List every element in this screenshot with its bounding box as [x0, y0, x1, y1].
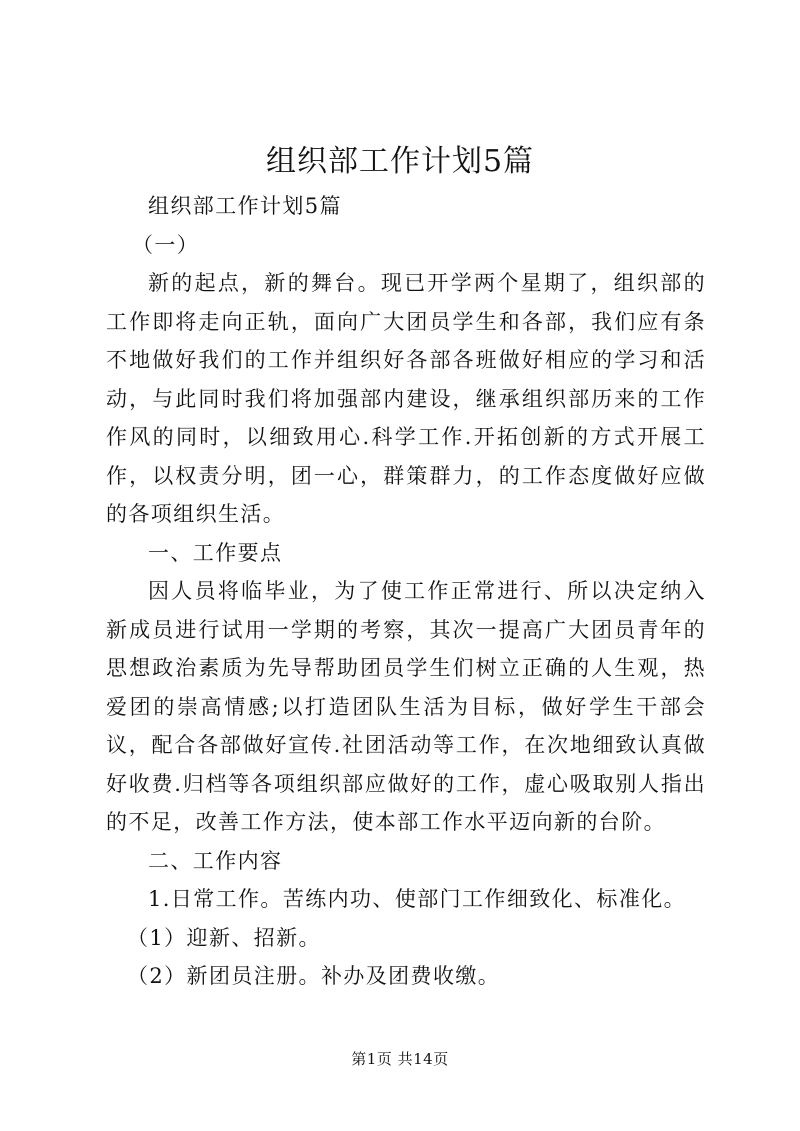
- document-body: [106, 187, 706, 996]
- body-paragraph: 新的起点，新的舞台。现已开学两个星期了，组织部的工作即将走向正轨，面向广大团员学生和各部，我们应有条不地做好我们的工作并组织好各部各班做好相应的学习和活动，与此同时我们将加强部内建设，继承组织部历来的工作作风的同时，以细致用心.科学工作.开拓创新的方式开展工作，以权责分明，团一心，群策群力，的工作态度做好应做的各项组织生活。: [106, 271, 706, 526]
- list-item-paragraph: 1.日常工作。苦练内功、使部门工作细致化、标准化。: [148, 887, 687, 911]
- section-marker-paragraph: （一）: [132, 232, 200, 257]
- list-item-paragraph: （1）迎新、招新。: [127, 925, 321, 950]
- body-paragraph: 因人员将临毕业，为了使工作正常进行、所以决定纳入新成员进行试用一学期的考察，其次一提高广大团员青年的思想政治素质为先导帮助团员学生们树立正确的人生观，热爱团的崇高情感;以打造团队生活为目标，做好学生干部会议，配合各部做好宣传.社团活动等工作，在次地细致认真做好收费.归档等各项组织部应做好的工作，虚心吸取别人指出的不足，改善工作方法，使本部工作水平迈向新的台阶。: [106, 579, 706, 834]
- page-footer: 第1页 共14页: [351, 1050, 449, 1068]
- document-title: 组织部工作计划5篇: [265, 144, 535, 179]
- subtitle-paragraph: 组织部工作计划5篇: [148, 194, 342, 218]
- heading-paragraph: 二、工作内容: [148, 848, 283, 873]
- heading-paragraph: 一、工作要点: [148, 540, 283, 565]
- list-item-paragraph: （2）新团员注册。补办及团费收缴。: [127, 964, 501, 988]
